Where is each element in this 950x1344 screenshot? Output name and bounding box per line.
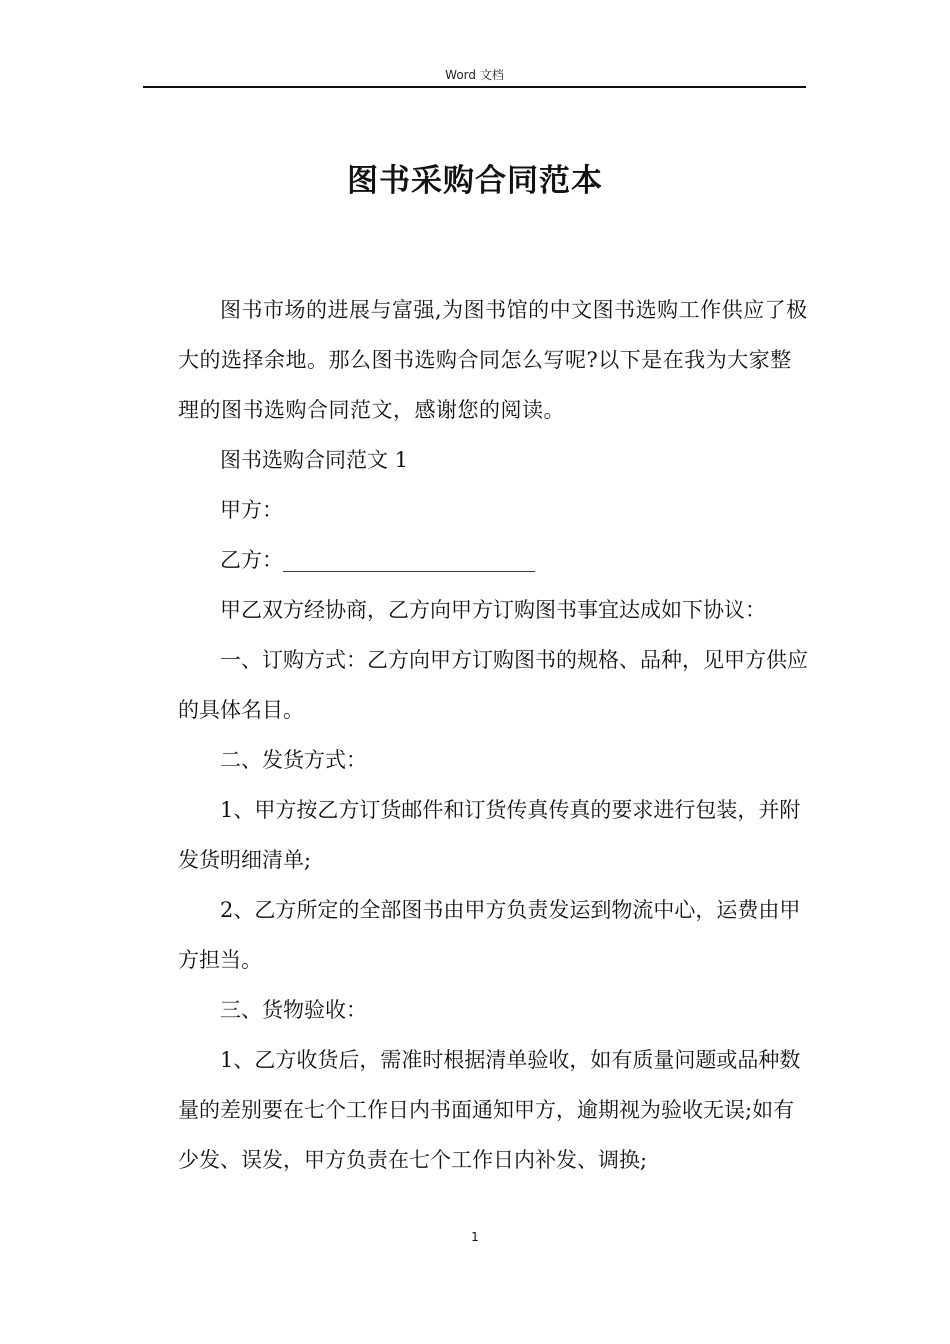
party-a-line: 甲方： [220, 498, 283, 522]
clause-inspection-heading: 三、货物验收： [220, 998, 367, 1022]
page-number: 1 [471, 1230, 479, 1244]
header-divider [143, 86, 806, 88]
clause-shipping-heading: 二、发货方式： [220, 748, 367, 772]
document-body [178, 285, 812, 1185]
clause-shipping-2: 2、乙方所定的全部图书由甲方负责发运到物流中心，运费由甲方担当。 [178, 898, 801, 972]
party-b-line: 乙方：________________________ [220, 548, 535, 572]
agreement-paragraph: 甲乙双方经协商，乙方向甲方订购图书事宜达成如下协议： [220, 598, 766, 622]
page-header: Word 文档 [445, 68, 504, 82]
section-heading: 图书选购合同范文 1 [220, 448, 409, 472]
clause-inspection-1: 1、乙方收货后，需准时根据清单验收，如有质量问题或品种数量的差别要在七个工作日内书面通知甲方，逾期视为验收无误;如有少发、误发，甲方负责在七个工作日内补发、调换; [178, 1048, 801, 1172]
intro-paragraph: 图书市场的进展与富强,为图书馆的中文图书选购工作供应了极大的选择余地。那么图书选购合同怎么写呢?以下是在我为大家整理的图书选购合同范文，感谢您的阅读。 [178, 298, 808, 422]
clause-shipping-1: 1、甲方按乙方订货邮件和订货传真传真的要求进行包装，并附发货明细清单; [178, 798, 801, 872]
clause-ordering: 一、订购方式：乙方向甲方订购图书的规格、品种，见甲方供应的具体名目。 [178, 648, 808, 722]
document-title: 图书采购合同范本 [347, 163, 603, 199]
